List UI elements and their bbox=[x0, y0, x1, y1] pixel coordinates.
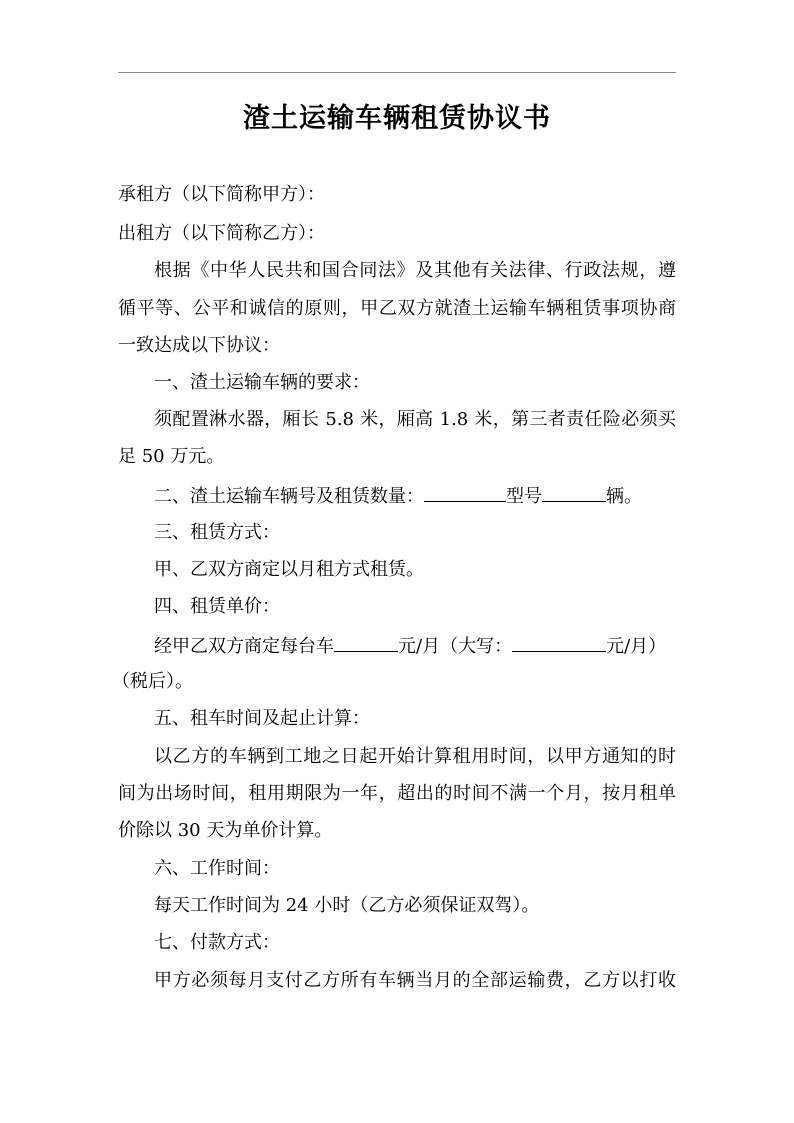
section-5-body-3: 价除以 30 天为单价计算。 bbox=[118, 820, 333, 841]
section-4-heading: 四、租赁单价： bbox=[154, 596, 280, 617]
section-2-line bbox=[118, 483, 676, 509]
section-6-heading: 六、工作时间： bbox=[154, 858, 280, 879]
section-3-body: 甲、乙双方商定以月租方式租赁。 bbox=[154, 559, 424, 580]
section-6-body: 每天工作时间为 24 小时（乙方必须保证双驾）。 bbox=[154, 895, 540, 916]
section-7-body: 甲方必须每月支付乙方所有车辆当月的全部运输费，乙方以打收 bbox=[154, 970, 676, 991]
section-4-price-line bbox=[118, 633, 676, 659]
lessor-line: 出租方（以下简称乙方）： bbox=[118, 223, 325, 244]
section-1-body-2: 足 50 万元。 bbox=[118, 446, 225, 467]
vehicle-count-blank[interactable] bbox=[542, 483, 606, 502]
section-4-part-1: 经甲乙双方商定每台车 bbox=[154, 636, 334, 657]
section-3-heading: 三、租赁方式： bbox=[154, 522, 280, 543]
section-4-tax-note: （税后）。 bbox=[112, 671, 193, 692]
section-1-body-1: 须配置淋水器，厢长 5.8 米，厢高 1.8 米，第三者责任险必须买 bbox=[154, 409, 676, 430]
preamble-line-3: 一致达成以下协议： bbox=[118, 335, 280, 356]
section-4-part-3: 元/月） bbox=[606, 636, 667, 657]
section-4-part-2: 元/月（大写： bbox=[398, 636, 513, 657]
monthly-price-blank[interactable] bbox=[334, 633, 398, 652]
section-2-prefix: 二、渣土运输车辆号及租赁数量： bbox=[154, 486, 424, 507]
lessee-line: 承租方（以下简称甲方）： bbox=[118, 184, 325, 205]
plate-number-blank[interactable] bbox=[424, 483, 506, 502]
price-in-words-blank[interactable] bbox=[512, 633, 606, 652]
section-5-heading: 五、租车时间及起止计算： bbox=[154, 708, 370, 729]
header-rule bbox=[118, 72, 676, 73]
section-2-model-label: 型号 bbox=[506, 486, 542, 507]
preamble-line-1: 根据《中华人民共和国合同法》及其他有关法律、行政法规，遵 bbox=[154, 260, 676, 281]
document-title: 渣土运输车辆租赁协议书 bbox=[243, 103, 551, 134]
section-5-body-1: 以乙方的车辆到工地之日起开始计算租用时间，以甲方通知的时 bbox=[154, 746, 676, 767]
section-7-heading: 七、付款方式： bbox=[154, 932, 280, 953]
section-2-suffix: 辆。 bbox=[606, 486, 642, 507]
preamble-line-2: 循平等、公平和诚信的原则，甲乙双方就渣土运输车辆租赁事项协商 bbox=[118, 298, 676, 319]
section-5-body-2: 间为出场时间，租用期限为一年，超出的时间不满一个月，按月租单 bbox=[118, 783, 676, 804]
section-1-heading: 一、渣土运输车辆的要求： bbox=[154, 372, 370, 393]
